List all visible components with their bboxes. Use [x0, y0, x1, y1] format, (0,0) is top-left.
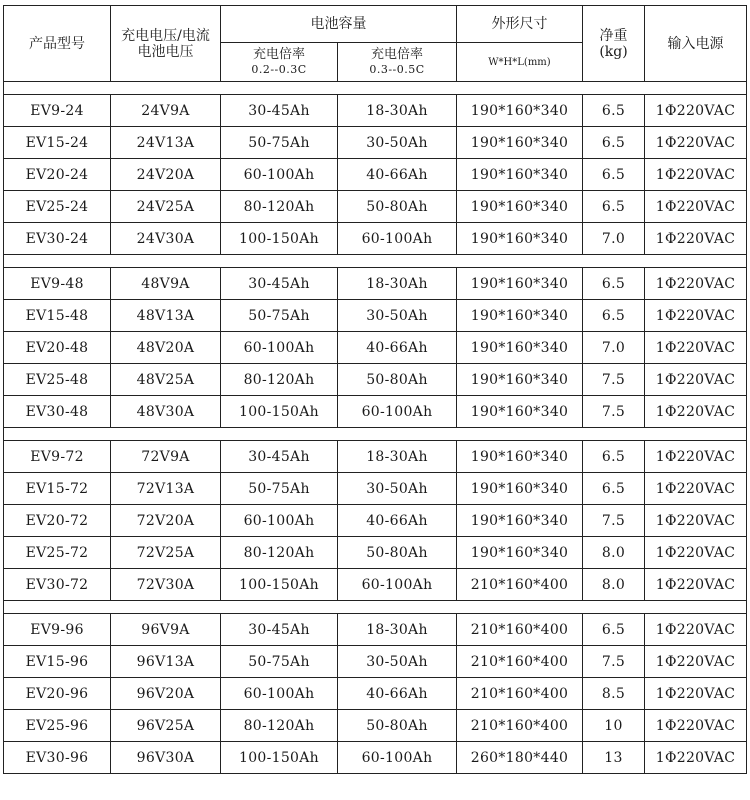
cell-capacity-low: 100-150Ah — [221, 396, 338, 428]
header-charge-voltage: 充电电压/电流 — [121, 27, 210, 44]
cell-capacity-low: 80-120Ah — [221, 710, 338, 742]
table-row — [4, 268, 747, 300]
cell-dimension: 210*160*400 — [457, 614, 583, 646]
cell-weight: 8.5 — [583, 678, 645, 710]
table-row — [4, 95, 747, 127]
group-separator — [4, 82, 747, 95]
cell-capacity-low: 100-150Ah — [221, 742, 338, 774]
table-row — [4, 646, 747, 678]
cell-model: EV30-24 — [4, 223, 111, 255]
cell-charge-spec: 48V30A — [111, 396, 221, 428]
header-rate-low-cell — [221, 43, 338, 82]
cell-charge-spec: 96V20A — [111, 678, 221, 710]
cell-charge-spec: 72V20A — [111, 505, 221, 537]
cell-weight: 6.5 — [583, 473, 645, 505]
cell-weight: 8.0 — [583, 569, 645, 601]
cell-model: EV9-72 — [4, 441, 111, 473]
table-row — [4, 614, 747, 646]
cell-dimension: 190*160*340 — [457, 127, 583, 159]
header-rate-high-range: 0.3--0.5C — [369, 63, 425, 76]
cell-input: 1Φ220VAC — [645, 742, 747, 774]
cell-input: 1Φ220VAC — [645, 364, 747, 396]
cell-charge-spec: 24V25A — [111, 191, 221, 223]
table-row — [4, 223, 747, 255]
cell-dimension: 190*160*340 — [457, 441, 583, 473]
group-separator — [4, 428, 747, 441]
cell-charge-spec: 48V25A — [111, 364, 221, 396]
cell-charge-spec: 96V30A — [111, 742, 221, 774]
cell-input: 1Φ220VAC — [645, 95, 747, 127]
header-dimension-unit-cell — [457, 43, 583, 82]
cell-capacity-low: 50-75Ah — [221, 646, 338, 678]
cell-model: EV9-48 — [4, 268, 111, 300]
cell-capacity-low: 80-120Ah — [221, 537, 338, 569]
cell-model: EV15-96 — [4, 646, 111, 678]
cell-charge-spec: 96V13A — [111, 646, 221, 678]
cell-dimension: 190*160*340 — [457, 268, 583, 300]
cell-dimension: 190*160*340 — [457, 332, 583, 364]
cell-model: EV20-24 — [4, 159, 111, 191]
cell-model: EV9-96 — [4, 614, 111, 646]
cell-weight: 8.0 — [583, 537, 645, 569]
cell-capacity-high: 18-30Ah — [338, 268, 457, 300]
header-rate-high-cell — [338, 43, 457, 82]
table-row — [4, 742, 747, 774]
cell-model: EV25-48 — [4, 364, 111, 396]
cell-dimension: 190*160*340 — [457, 473, 583, 505]
cell-capacity-high: 50-80Ah — [338, 710, 457, 742]
cell-dimension: 190*160*340 — [457, 300, 583, 332]
cell-weight: 10 — [583, 710, 645, 742]
cell-model: EV30-48 — [4, 396, 111, 428]
cell-input: 1Φ220VAC — [645, 569, 747, 601]
table-row — [4, 710, 747, 742]
cell-model: EV9-24 — [4, 95, 111, 127]
header-rate-low-title: 充电倍率 — [252, 47, 305, 62]
cell-charge-spec: 72V25A — [111, 537, 221, 569]
cell-capacity-low: 80-120Ah — [221, 364, 338, 396]
group-separator-cell — [4, 428, 747, 441]
cell-weight: 6.5 — [583, 441, 645, 473]
spec-table-container — [3, 5, 747, 774]
table-row — [4, 127, 747, 159]
cell-charge-spec: 72V9A — [111, 441, 221, 473]
cell-capacity-high: 18-30Ah — [338, 441, 457, 473]
cell-capacity-high: 30-50Ah — [338, 127, 457, 159]
cell-model: EV20-96 — [4, 678, 111, 710]
cell-weight: 13 — [583, 742, 645, 774]
cell-dimension: 190*160*340 — [457, 191, 583, 223]
cell-input: 1Φ220VAC — [645, 159, 747, 191]
cell-capacity-low: 30-45Ah — [221, 95, 338, 127]
cell-weight: 7.5 — [583, 646, 645, 678]
cell-capacity-high: 60-100Ah — [338, 223, 457, 255]
cell-capacity-low: 50-75Ah — [221, 473, 338, 505]
cell-dimension: 190*160*340 — [457, 223, 583, 255]
cell-input: 1Φ220VAC — [645, 614, 747, 646]
cell-capacity-low: 60-100Ah — [221, 159, 338, 191]
cell-charge-spec: 48V20A — [111, 332, 221, 364]
cell-model: EV20-72 — [4, 505, 111, 537]
header-dimension-title: 外形尺寸 — [457, 6, 583, 43]
cell-dimension: 190*160*340 — [457, 159, 583, 191]
header-input: 输入电源 — [645, 6, 747, 82]
cell-capacity-low: 60-100Ah — [221, 332, 338, 364]
group-separator-cell — [4, 601, 747, 614]
cell-dimension: 210*160*400 — [457, 646, 583, 678]
cell-input: 1Φ220VAC — [645, 191, 747, 223]
table-row — [4, 191, 747, 223]
cell-capacity-high: 40-66Ah — [338, 505, 457, 537]
cell-weight: 7.5 — [583, 364, 645, 396]
cell-capacity-high: 18-30Ah — [338, 614, 457, 646]
cell-model: EV25-96 — [4, 710, 111, 742]
cell-input: 1Φ220VAC — [645, 127, 747, 159]
header-rate-high-title: 充电倍率 — [370, 47, 423, 62]
cell-capacity-high: 40-66Ah — [338, 332, 457, 364]
cell-weight: 6.5 — [583, 159, 645, 191]
table-header — [4, 6, 747, 82]
cell-input: 1Φ220VAC — [645, 710, 747, 742]
cell-capacity-high: 30-50Ah — [338, 300, 457, 332]
cell-input: 1Φ220VAC — [645, 505, 747, 537]
cell-capacity-low: 50-75Ah — [221, 300, 338, 332]
cell-weight: 6.5 — [583, 614, 645, 646]
cell-capacity-low: 80-120Ah — [221, 191, 338, 223]
cell-dimension: 210*160*400 — [457, 710, 583, 742]
group-separator-cell — [4, 255, 747, 268]
cell-dimension: 190*160*340 — [457, 95, 583, 127]
cell-input: 1Φ220VAC — [645, 473, 747, 505]
table-row — [4, 678, 747, 710]
cell-model: EV20-48 — [4, 332, 111, 364]
cell-capacity-high: 30-50Ah — [338, 646, 457, 678]
cell-model: EV25-24 — [4, 191, 111, 223]
cell-capacity-high: 18-30Ah — [338, 95, 457, 127]
cell-dimension: 210*160*400 — [457, 569, 583, 601]
table-row — [4, 300, 747, 332]
charger-spec-table — [3, 5, 747, 774]
cell-capacity-low: 60-100Ah — [221, 678, 338, 710]
cell-input: 1Φ220VAC — [645, 441, 747, 473]
table-row — [4, 505, 747, 537]
header-weight-cell — [583, 6, 645, 82]
cell-charge-spec: 24V9A — [111, 95, 221, 127]
cell-input: 1Φ220VAC — [645, 396, 747, 428]
cell-charge-spec: 24V30A — [111, 223, 221, 255]
cell-weight: 7.5 — [583, 505, 645, 537]
table-row — [4, 441, 747, 473]
group-separator — [4, 255, 747, 268]
table-body — [4, 82, 747, 774]
header-weight-unit: (kg) — [599, 43, 628, 60]
header-battery-voltage: 电池电压 — [137, 43, 194, 60]
cell-model: EV25-72 — [4, 537, 111, 569]
table-row — [4, 537, 747, 569]
cell-capacity-high: 60-100Ah — [338, 569, 457, 601]
header-weight-title: 净重 — [599, 27, 628, 44]
cell-capacity-high: 40-66Ah — [338, 678, 457, 710]
cell-dimension: 190*160*340 — [457, 537, 583, 569]
cell-dimension: 190*160*340 — [457, 505, 583, 537]
cell-input: 1Φ220VAC — [645, 678, 747, 710]
cell-model: EV15-72 — [4, 473, 111, 505]
cell-dimension: 190*160*340 — [457, 364, 583, 396]
table-row — [4, 364, 747, 396]
header-rate-low-range: 0.2--0.3C — [251, 63, 307, 76]
cell-input: 1Φ220VAC — [645, 646, 747, 678]
cell-capacity-low: 30-45Ah — [221, 441, 338, 473]
group-separator-cell — [4, 82, 747, 95]
header-dimension-unit: W*H*L(mm) — [488, 57, 551, 68]
table-row — [4, 332, 747, 364]
table-row — [4, 159, 747, 191]
cell-weight: 7.0 — [583, 332, 645, 364]
table-row — [4, 569, 747, 601]
cell-capacity-low: 30-45Ah — [221, 614, 338, 646]
cell-input: 1Φ220VAC — [645, 332, 747, 364]
cell-weight: 6.5 — [583, 268, 645, 300]
cell-dimension: 210*160*400 — [457, 678, 583, 710]
group-separator — [4, 601, 747, 614]
cell-dimension: 190*160*340 — [457, 396, 583, 428]
cell-capacity-low: 30-45Ah — [221, 268, 338, 300]
cell-weight: 6.5 — [583, 191, 645, 223]
cell-charge-spec: 24V13A — [111, 127, 221, 159]
cell-model: EV15-48 — [4, 300, 111, 332]
cell-capacity-low: 100-150Ah — [221, 569, 338, 601]
header-model: 产品型号 — [4, 6, 111, 82]
cell-model: EV30-72 — [4, 569, 111, 601]
cell-weight: 6.5 — [583, 95, 645, 127]
cell-charge-spec: 96V25A — [111, 710, 221, 742]
cell-input: 1Φ220VAC — [645, 223, 747, 255]
cell-input: 1Φ220VAC — [645, 300, 747, 332]
cell-model: EV30-96 — [4, 742, 111, 774]
cell-capacity-low: 60-100Ah — [221, 505, 338, 537]
cell-dimension: 260*180*440 — [457, 742, 583, 774]
cell-charge-spec: 48V13A — [111, 300, 221, 332]
cell-capacity-high: 40-66Ah — [338, 159, 457, 191]
cell-weight: 7.0 — [583, 223, 645, 255]
cell-capacity-high: 60-100Ah — [338, 396, 457, 428]
cell-model: EV15-24 — [4, 127, 111, 159]
cell-weight: 6.5 — [583, 127, 645, 159]
cell-charge-spec: 48V9A — [111, 268, 221, 300]
header-capacity: 电池容量 — [221, 6, 457, 43]
cell-weight: 6.5 — [583, 300, 645, 332]
cell-charge-spec: 24V20A — [111, 159, 221, 191]
cell-weight: 7.5 — [583, 396, 645, 428]
cell-charge-spec: 96V9A — [111, 614, 221, 646]
cell-capacity-high: 50-80Ah — [338, 537, 457, 569]
header-row-1 — [4, 6, 747, 43]
cell-input: 1Φ220VAC — [645, 268, 747, 300]
cell-input: 1Φ220VAC — [645, 537, 747, 569]
table-row — [4, 396, 747, 428]
cell-capacity-low: 100-150Ah — [221, 223, 338, 255]
table-row — [4, 473, 747, 505]
cell-charge-spec: 72V13A — [111, 473, 221, 505]
cell-charge-spec: 72V30A — [111, 569, 221, 601]
cell-capacity-high: 30-50Ah — [338, 473, 457, 505]
header-charge-voltage-cell — [111, 6, 221, 82]
cell-capacity-high: 50-80Ah — [338, 191, 457, 223]
cell-capacity-high: 60-100Ah — [338, 742, 457, 774]
cell-capacity-high: 50-80Ah — [338, 364, 457, 396]
cell-capacity-low: 50-75Ah — [221, 127, 338, 159]
